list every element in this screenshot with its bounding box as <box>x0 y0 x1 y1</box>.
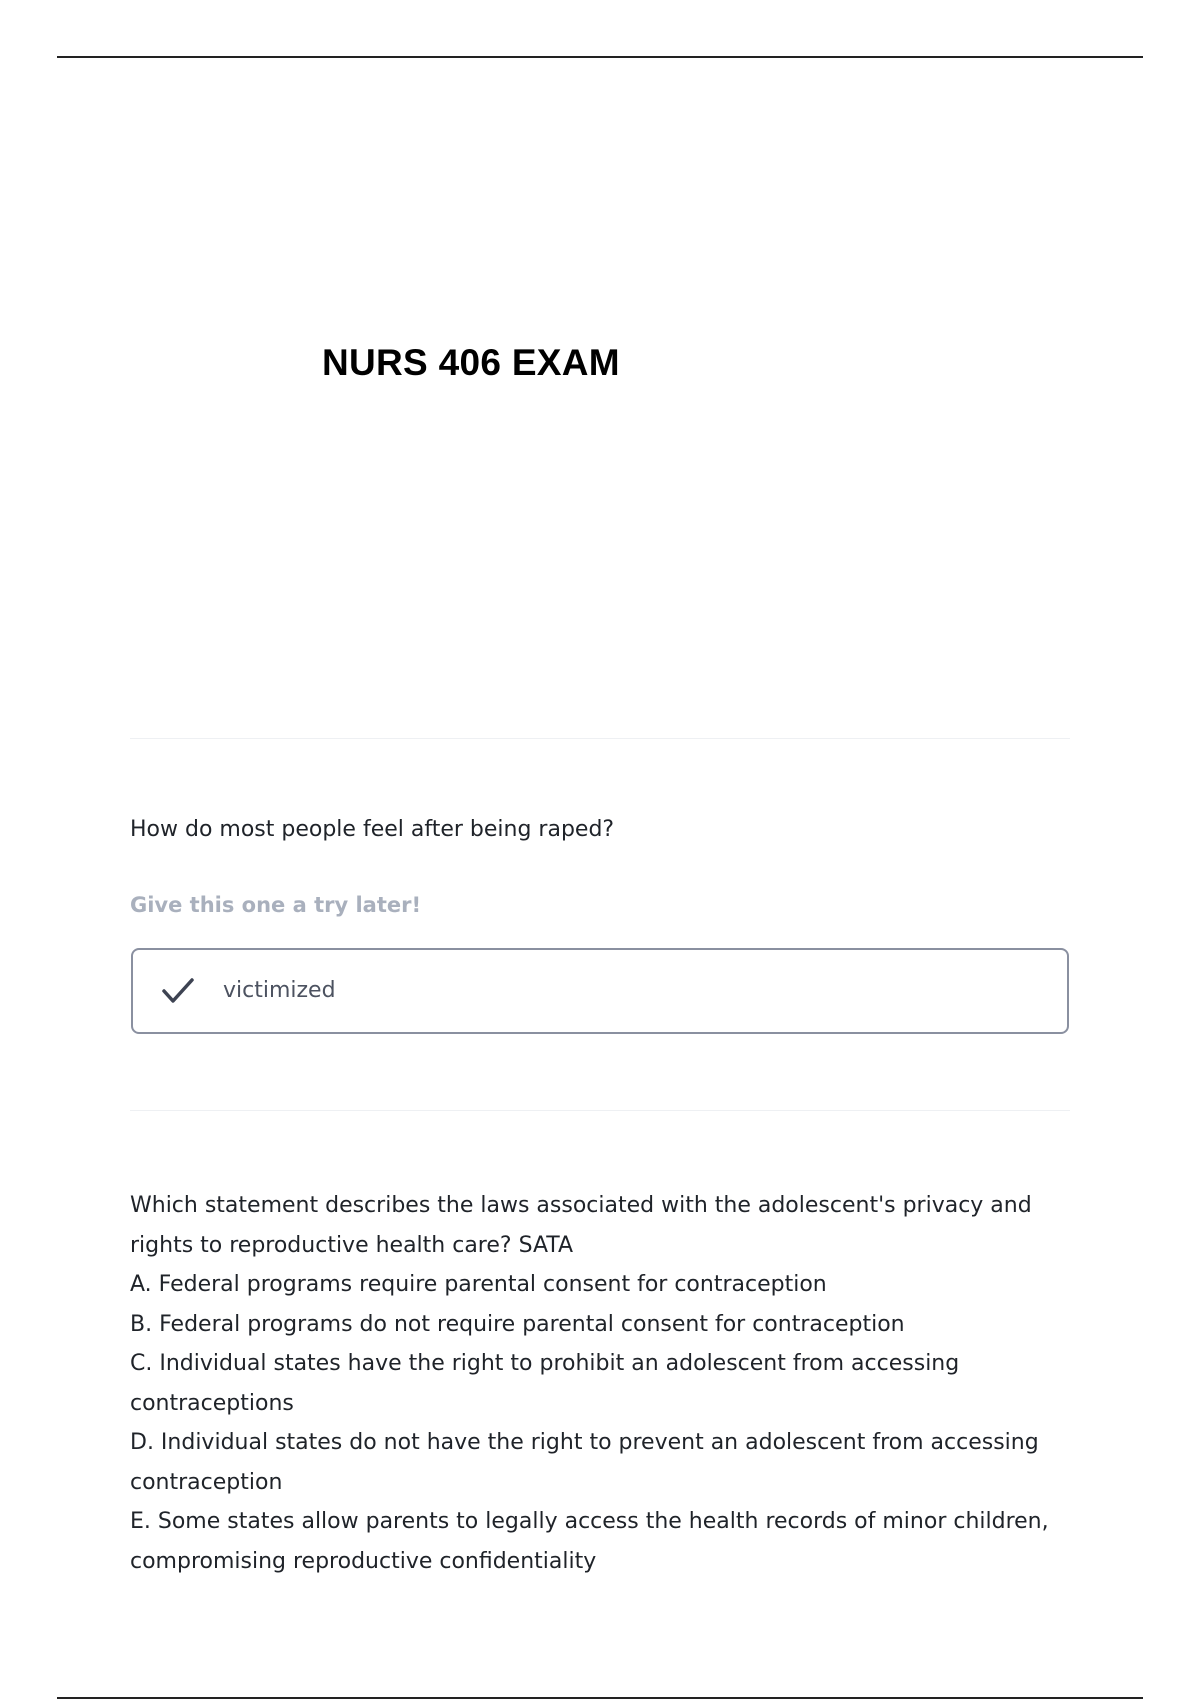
option-b: B. Federal programs do not require parental consent for contraception <box>130 1311 905 1337</box>
option-c: C. Individual states have the right to prohibit an adolescent from accessing <box>130 1351 960 1376</box>
page-bottom-rule <box>57 1697 1143 1699</box>
option-d: D. Individual states do not have the right to prevent an adolescent from accessing <box>130 1430 1039 1455</box>
question-text: How do most people feel after being raped? <box>130 817 615 842</box>
card-divider <box>130 1110 1070 1111</box>
check-icon <box>161 976 195 1006</box>
question-line: Which statement describes the laws associated with the adolescent's privacy and <box>130 1193 1032 1218</box>
question-line: rights to reproductive health care? SATA <box>130 1232 574 1258</box>
card-divider <box>130 738 1070 739</box>
question-text-sata <box>130 1186 1080 1581</box>
option-a: A. Federal programs require parental consent for contraception <box>130 1272 827 1297</box>
option-e-continued: compromising reproductive confidentiality <box>130 1548 597 1574</box>
exam-title: NURS 406 EXAM <box>322 342 620 383</box>
try-later-hint[interactable]: Give this one a try later! <box>130 893 422 917</box>
option-e: E. Some states allow parents to legally access the health records of minor children, <box>130 1509 1049 1534</box>
option-d-continued: contraception <box>130 1469 283 1495</box>
answer-text: victimized <box>223 978 336 1003</box>
answer-option[interactable] <box>131 948 1069 1034</box>
option-c-continued: contraceptions <box>130 1390 294 1416</box>
page-top-rule <box>57 56 1143 58</box>
